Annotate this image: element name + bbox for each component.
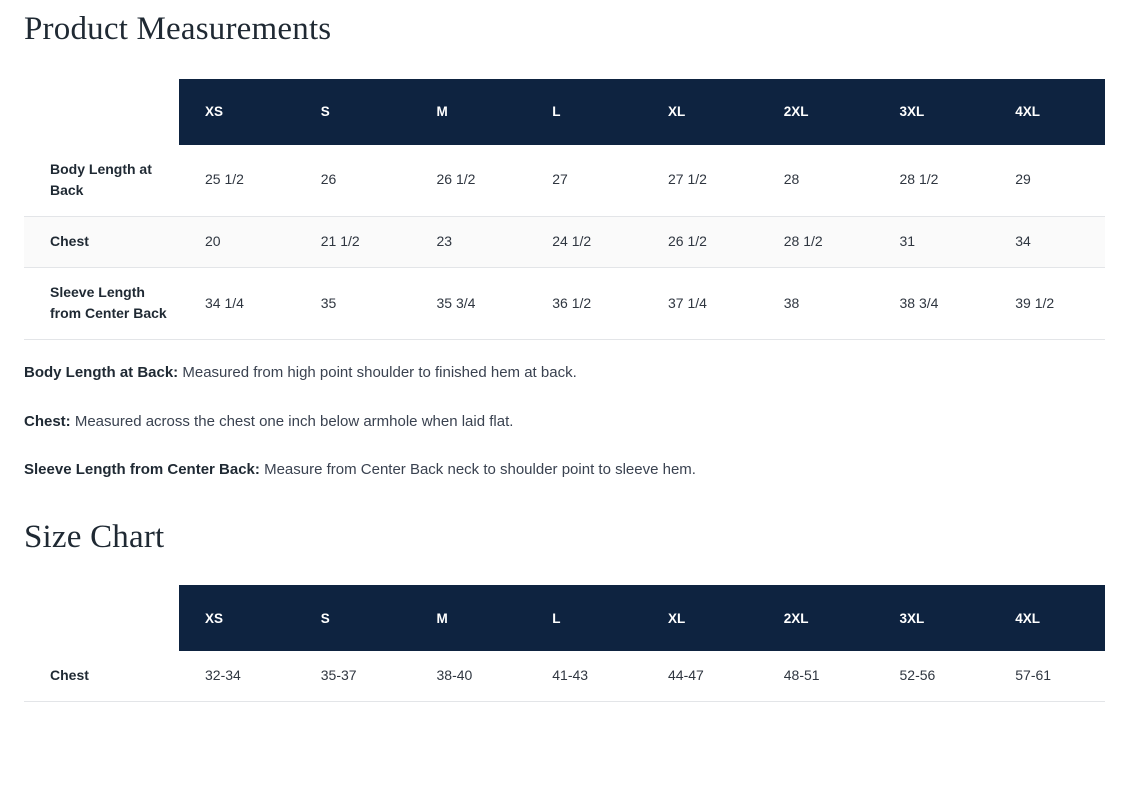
cell-chest-xl: 26 1/2 bbox=[642, 216, 758, 267]
table-header-m: M bbox=[411, 79, 527, 145]
note-sleeve-length bbox=[24, 459, 1105, 482]
cell-body-length-3xl: 28 1/2 bbox=[874, 145, 990, 217]
note-text-body-length: Measured from high point shoulder to finished hem at back. bbox=[178, 364, 577, 382]
table-row bbox=[24, 145, 1105, 217]
note-text-sleeve-length: Measure from Center Back neck to shoulder point to sleeve hem. bbox=[259, 461, 696, 479]
table-row bbox=[24, 267, 1105, 339]
size-chart-header-corner bbox=[24, 585, 179, 651]
size-chart-header-3xl: 3XL bbox=[874, 585, 990, 651]
size-chart-cell-chest-s: 35-37 bbox=[295, 651, 411, 701]
cell-sleeve-2xl: 38 bbox=[758, 267, 874, 339]
note-body-length bbox=[24, 362, 1105, 385]
table-header-row bbox=[24, 79, 1105, 145]
cell-sleeve-4xl: 39 1/2 bbox=[989, 267, 1105, 339]
cell-chest-s: 21 1/2 bbox=[295, 216, 411, 267]
cell-sleeve-xl: 37 1/4 bbox=[642, 267, 758, 339]
size-chart-table-wrapper bbox=[24, 585, 1105, 702]
cell-sleeve-s: 35 bbox=[295, 267, 411, 339]
size-chart-header bbox=[24, 585, 1105, 651]
table-header-xs: XS bbox=[179, 79, 295, 145]
cell-body-length-m: 26 1/2 bbox=[411, 145, 527, 217]
size-chart-body bbox=[24, 651, 1105, 701]
size-chart-row-label-chest: Chest bbox=[24, 651, 179, 701]
note-chest bbox=[24, 411, 1105, 434]
table-header-xl: XL bbox=[642, 79, 758, 145]
table-body bbox=[24, 145, 1105, 340]
size-chart-header-4xl: 4XL bbox=[989, 585, 1105, 651]
cell-sleeve-m: 35 3/4 bbox=[411, 267, 527, 339]
row-label-chest: Chest bbox=[24, 216, 179, 267]
size-chart-cell-chest-3xl: 52-56 bbox=[874, 651, 990, 701]
row-label-body-length: Body Length at Back bbox=[24, 145, 179, 217]
cell-body-length-l: 27 bbox=[526, 145, 642, 217]
note-term-body-length: Body Length at Back: bbox=[24, 364, 179, 382]
table-header-4xl: 4XL bbox=[989, 79, 1105, 145]
size-chart-cell-chest-xl: 44-47 bbox=[642, 651, 758, 701]
size-chart-header-2xl: 2XL bbox=[758, 585, 874, 651]
cell-chest-4xl: 34 bbox=[989, 216, 1105, 267]
size-chart-cell-chest-2xl: 48-51 bbox=[758, 651, 874, 701]
size-chart-cell-chest-4xl: 57-61 bbox=[989, 651, 1105, 701]
size-chart-cell-chest-m: 38-40 bbox=[411, 651, 527, 701]
size-chart-header-xs: XS bbox=[179, 585, 295, 651]
table-header bbox=[24, 79, 1105, 145]
note-term-chest: Chest: bbox=[24, 412, 71, 430]
product-measurements-table bbox=[24, 79, 1105, 340]
cell-chest-2xl: 28 1/2 bbox=[758, 216, 874, 267]
measurement-notes bbox=[24, 362, 1105, 482]
cell-body-length-s: 26 bbox=[295, 145, 411, 217]
row-label-sleeve-length: Sleeve Length from Center Back bbox=[24, 267, 179, 339]
cell-body-length-2xl: 28 bbox=[758, 145, 874, 217]
size-chart-header-xl: XL bbox=[642, 585, 758, 651]
size-chart-header-l: L bbox=[526, 585, 642, 651]
size-chart-header-m: M bbox=[411, 585, 527, 651]
product-measurements-table-wrapper bbox=[24, 79, 1105, 340]
note-text-chest: Measured across the chest one inch below armhole when laid flat. bbox=[70, 412, 514, 430]
size-chart-header-row bbox=[24, 585, 1105, 651]
cell-sleeve-xs: 34 1/4 bbox=[179, 267, 295, 339]
cell-body-length-xl: 27 1/2 bbox=[642, 145, 758, 217]
size-chart-header-s: S bbox=[295, 585, 411, 651]
size-chart-table bbox=[24, 585, 1105, 702]
size-chart-cell-chest-xs: 32-34 bbox=[179, 651, 295, 701]
cell-body-length-xs: 25 1/2 bbox=[179, 145, 295, 217]
table-header-3xl: 3XL bbox=[874, 79, 990, 145]
cell-sleeve-3xl: 38 3/4 bbox=[874, 267, 990, 339]
size-chart-cell-chest-l: 41-43 bbox=[526, 651, 642, 701]
page-title: Product Measurements bbox=[24, 11, 332, 47]
table-row bbox=[24, 651, 1105, 701]
table-header-corner bbox=[24, 79, 179, 145]
cell-body-length-4xl: 29 bbox=[989, 145, 1105, 217]
cell-chest-3xl: 31 bbox=[874, 216, 990, 267]
table-header-2xl: 2XL bbox=[758, 79, 874, 145]
cell-chest-l: 24 1/2 bbox=[526, 216, 642, 267]
cell-chest-xs: 20 bbox=[179, 216, 295, 267]
size-chart-title: Size Chart bbox=[24, 518, 165, 555]
table-header-l: L bbox=[526, 79, 642, 145]
cell-sleeve-l: 36 1/2 bbox=[526, 267, 642, 339]
cell-chest-m: 23 bbox=[411, 216, 527, 267]
table-row bbox=[24, 216, 1105, 267]
table-header-s: S bbox=[295, 79, 411, 145]
note-term-sleeve-length: Sleeve Length from Center Back: bbox=[24, 461, 260, 479]
